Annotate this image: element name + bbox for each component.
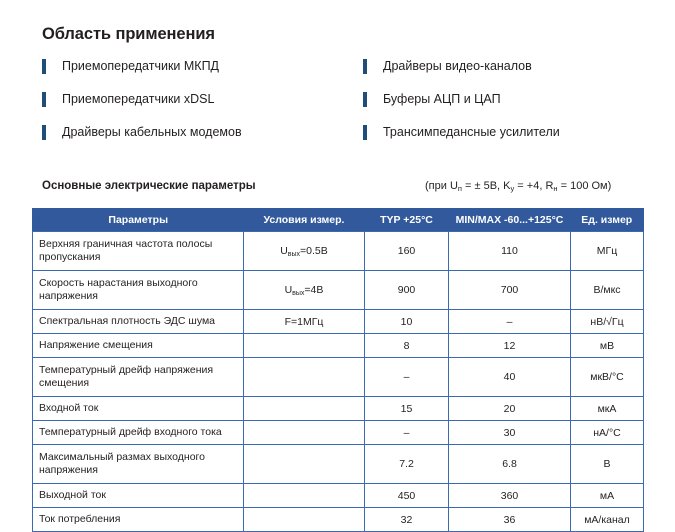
column-header-conditions: Условия измер. [244,209,365,232]
table-caption-row [42,180,634,196]
column-header-parameter: Параметры [33,209,244,232]
parameters-table [32,208,644,532]
cell-parameter: Верхняя граничная частота полосы пропускания [33,232,244,271]
table-row [33,445,644,484]
cell-unit: мВ [571,334,644,358]
cell-unit: мкА [571,397,644,421]
bullet-marker-icon [42,59,46,74]
cell-typ: 8 [365,334,449,358]
cell-unit: мкВ/°C [571,358,644,397]
table-row [33,397,644,421]
cell-parameter: Напряжение смещения [33,334,244,358]
cell-typ: 10 [365,310,449,334]
applications-column-right [363,58,663,157]
cell-parameter: Спектральная плотность ЭДС шума [33,310,244,334]
cell-parameter: Температурный дрейф входного тока [33,421,244,445]
applications-column-left [42,58,362,157]
column-header-minmax: MIN/MAX -60...+125°C [449,209,571,232]
cell-minmax: 360 [449,484,571,508]
list-item [363,58,663,91]
cell-condition [244,397,365,421]
table-row [33,421,644,445]
cell-unit: мА/канал [571,508,644,532]
cell-typ: 15 [365,397,449,421]
cell-parameter: Ток потребления [33,508,244,532]
list-item [363,124,663,157]
list-item-label: Трансимпедансные усилители [383,125,560,139]
list-item-label: Приемопередатчики xDSL [62,92,215,106]
cell-minmax: 40 [449,358,571,397]
cell-typ: 7.2 [365,445,449,484]
bullet-marker-icon [42,92,46,107]
cell-unit: нВ/√Гц [571,310,644,334]
list-item [363,91,663,124]
cell-condition [244,334,365,358]
list-item-label: Драйверы видео-каналов [383,59,532,73]
table-header-row [33,209,644,232]
cell-condition [244,508,365,532]
cell-condition [244,445,365,484]
table-row [33,508,644,532]
cell-unit: В [571,445,644,484]
page-title: Область применения [42,25,215,43]
table-row [33,334,644,358]
cell-typ: 900 [365,271,449,310]
cell-unit: В/мкс [571,271,644,310]
parameters-table-wrap [32,208,643,532]
cell-unit: мА [571,484,644,508]
cell-parameter: Скорость нарастания выходного напряжения [33,271,244,310]
cell-unit: нА/°C [571,421,644,445]
cell-condition [244,421,365,445]
cell-minmax: 20 [449,397,571,421]
list-item-label: Драйверы кабельных модемов [62,125,242,139]
list-item-label: Буферы АЦП и ЦАП [383,92,501,106]
table-row [33,358,644,397]
bullet-marker-icon [363,59,367,74]
bullet-marker-icon [363,92,367,107]
cell-minmax: 110 [449,232,571,271]
cell-typ: – [365,421,449,445]
cell-typ: 32 [365,508,449,532]
cell-condition [244,484,365,508]
table-row [33,232,644,271]
list-item [42,124,362,157]
cell-parameter: Входной ток [33,397,244,421]
bullet-marker-icon [42,125,46,140]
cell-condition: F=1МГц [244,310,365,334]
column-header-typ: TYP +25°C [365,209,449,232]
cell-parameter: Выходной ток [33,484,244,508]
cell-minmax: 12 [449,334,571,358]
table-header [33,209,644,232]
list-item [42,58,362,91]
cell-minmax: 6.8 [449,445,571,484]
bullet-marker-icon [363,125,367,140]
table-row [33,271,644,310]
column-header-unit: Ед. измер [571,209,644,232]
cell-condition: $U_{вых}=4В$ [244,271,365,310]
table-caption: Основные электрические параметры [42,180,256,192]
cell-typ: 160 [365,232,449,271]
table-row [33,484,644,508]
cell-minmax: 30 [449,421,571,445]
cell-parameter: Максимальный размах выходного напряжения [33,445,244,484]
table-row [33,310,644,334]
cell-typ: – [365,358,449,397]
cell-condition: $U_{вых}=0.5В$ [244,232,365,271]
cell-minmax: 700 [449,271,571,310]
cell-condition [244,358,365,397]
cell-minmax: 36 [449,508,571,532]
list-item [42,91,362,124]
list-item-label: Приемопередатчики МКПД [62,59,220,73]
cell-parameter: Температурный дрейф напряжения смещения [33,358,244,397]
test-conditions: (при $U_п$ = ± 5В, $K_у = +4$, $R_н = 100$ Ом) [425,180,612,193]
cell-unit: МГц [571,232,644,271]
cell-typ: 450 [365,484,449,508]
cell-minmax: – [449,310,571,334]
table-body [33,232,644,532]
